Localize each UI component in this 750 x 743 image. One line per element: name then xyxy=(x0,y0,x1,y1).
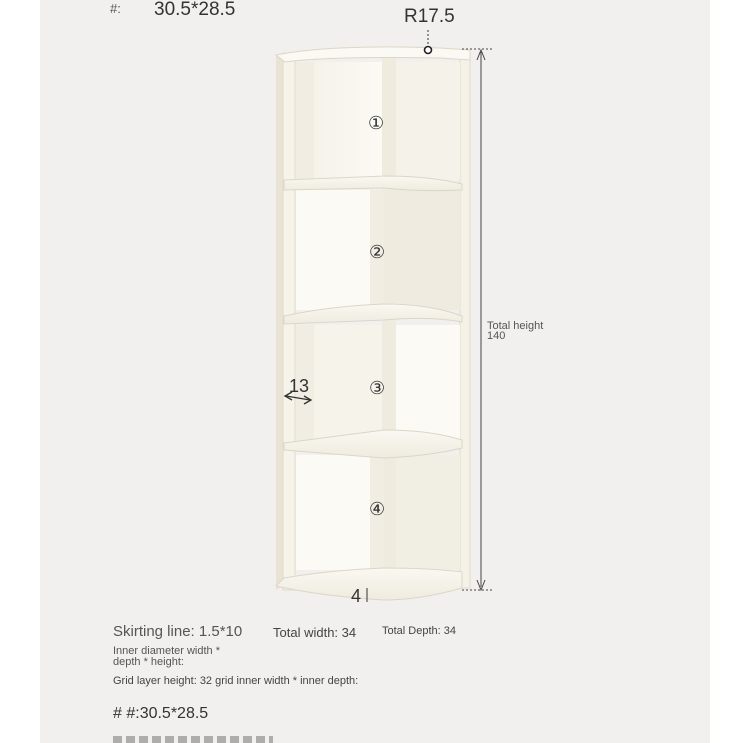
top-size-value: 30.5*28.5 xyxy=(154,0,236,20)
side-gap-label: 13 xyxy=(289,376,310,396)
base-gap-label: 4 xyxy=(351,586,362,606)
radius-dot xyxy=(425,47,432,54)
grid-layer-spec: Grid layer height: 32 grid inner width * inner depth: xyxy=(113,675,359,687)
inner-diameter-spec-line1: Inner diameter width * xyxy=(113,645,220,657)
top-plate xyxy=(276,47,470,62)
inner-diameter-spec-line2: depth * height: xyxy=(113,656,184,668)
compartment-2-marker: ② xyxy=(369,242,386,262)
cropped-bottom-text xyxy=(113,736,273,743)
total-width-spec: Total width: 34 xyxy=(273,625,357,640)
total-height-value: 140 xyxy=(487,330,506,342)
compartment-1-marker: ① xyxy=(368,113,385,133)
skirting-spec: Skirting line: 1.5*10 xyxy=(113,623,243,640)
top-hash-label: #: xyxy=(110,1,121,16)
bottom-size-spec: # #:30.5*28.5 xyxy=(113,705,209,722)
total-height-label: Total height xyxy=(487,320,544,332)
compartment-4-marker: ④ xyxy=(369,499,386,519)
total-depth-spec: Total Depth: 34 xyxy=(382,625,456,637)
radius-label: R17.5 xyxy=(404,6,455,27)
compartment-3-marker: ③ xyxy=(369,378,386,398)
